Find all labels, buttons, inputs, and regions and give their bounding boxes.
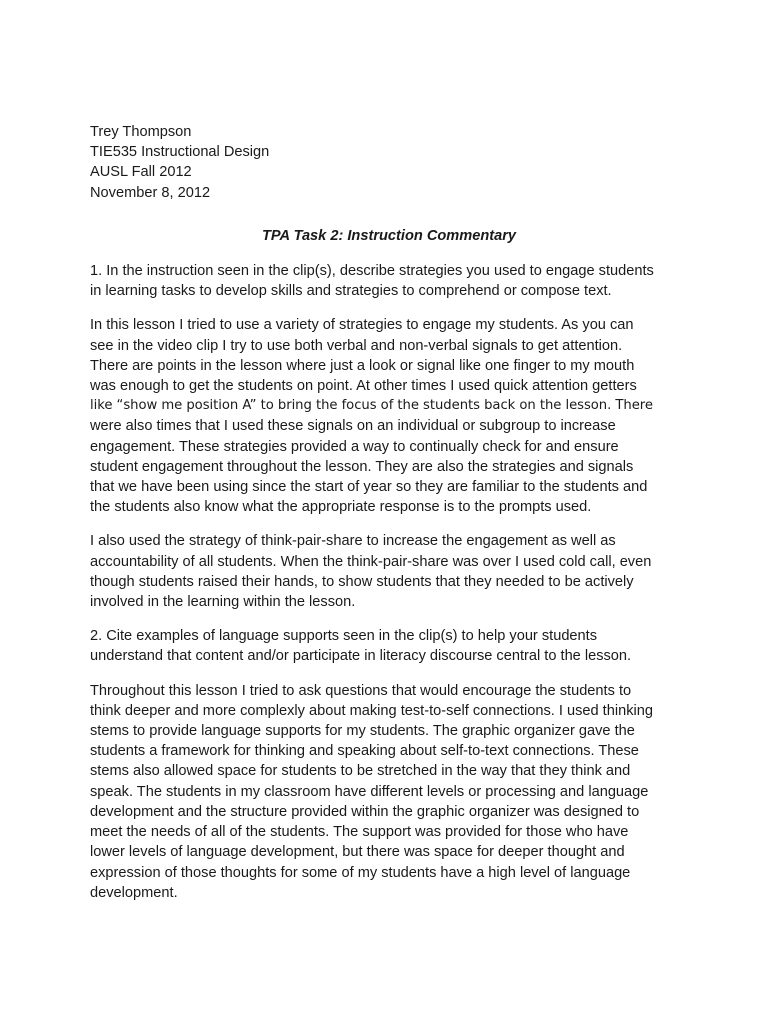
answer-1-paragraph-2 [90, 531, 680, 612]
text-line: development and the structure provided within the graphic organizer was designed to [90, 803, 640, 820]
text-line: stems also allowed space for students to be stretched in the way that they think and [90, 763, 631, 780]
text-line: was enough to get the students on point. At other times I used quick attention getters [90, 378, 637, 395]
prompt-1 [90, 261, 680, 301]
text-line: involved in the learning within the lesson. [90, 594, 356, 611]
text-line: Throughout this lesson I tried to ask questions that would encourage the students to [90, 682, 632, 699]
text-line: engagement. These strategies provided a way to continually check for and ensure [90, 438, 619, 455]
text-line: I also used the strategy of think-pair-share to increase the engagement as well as [90, 533, 616, 550]
text-line: think deeper and more complexly about making test-to-self connections. I used thinking [90, 702, 653, 719]
text-line: 1. In the instruction seen in the clip(s), describe strategies you used to engage students [90, 263, 654, 280]
term: AUSL Fall 2012 [90, 164, 192, 181]
text-line: though students raised their hands, to show students that they needed to be actively [90, 573, 634, 590]
text-line: development. [90, 884, 178, 901]
text-line: students a framework for thinking and speaking about self-to-text connections. These [90, 743, 639, 760]
text-line: understand that content and/or participate in literacy discourse central to the lesson. [90, 648, 632, 665]
text-line: lower levels of language development, but there was space for deeper thought and [90, 844, 625, 861]
text-line: In this lesson I tried to use a variety of strategies to engage my students. As you can [90, 317, 634, 334]
text-line: accountability of all students. When the think-pair-share was over I used cold call, even [90, 553, 652, 570]
text-line: see in the video clip I try to use both verbal and non-verbal signals to get attention. [90, 337, 623, 354]
text-line: student engagement throughout the lesson. They are also the strategies and signals [90, 458, 634, 475]
prompt-2 [90, 626, 680, 666]
text-line: the students also know what the appropriate response is to the prompts used. [90, 499, 592, 516]
text-line: 2. Cite examples of language supports seen in the clip(s) to help your students [90, 628, 598, 645]
text-line: that we have been using since the start of year so they are familiar to the students and [90, 479, 648, 496]
header-block [90, 122, 680, 203]
text-line: like “show me position A” to bring the focus of the students back on the lesson. There [90, 398, 653, 414]
text-line: There are points in the lesson where just a look or signal like one finger to my mouth [90, 357, 635, 374]
course-name: TIE535 Instructional Design [90, 144, 270, 161]
text-line: meet the needs of all of the students. The support was provided for those who have [90, 824, 629, 841]
document-page [90, 122, 680, 903]
answer-1-paragraph-1 [90, 315, 680, 517]
text-line: stems to provide language supports for my students. The graphic organizer gave the [90, 723, 635, 740]
text-line: expression of those thoughts for some of my students have a high level of language [90, 864, 631, 881]
text-line: speak. The students in my classroom have different levels or processing and language [90, 783, 649, 800]
document-date: November 8, 2012 [90, 184, 211, 201]
text-line: in learning tasks to develop skills and strategies to comprehend or compose text. [90, 283, 612, 300]
author-name: Trey Thompson [90, 124, 192, 140]
document-title: TPA Task 2: Instruction Commentary [261, 227, 517, 244]
text-line: were also times that I used these signals on an individual or subgroup to increase [90, 418, 616, 435]
answer-2-paragraph [90, 681, 680, 903]
